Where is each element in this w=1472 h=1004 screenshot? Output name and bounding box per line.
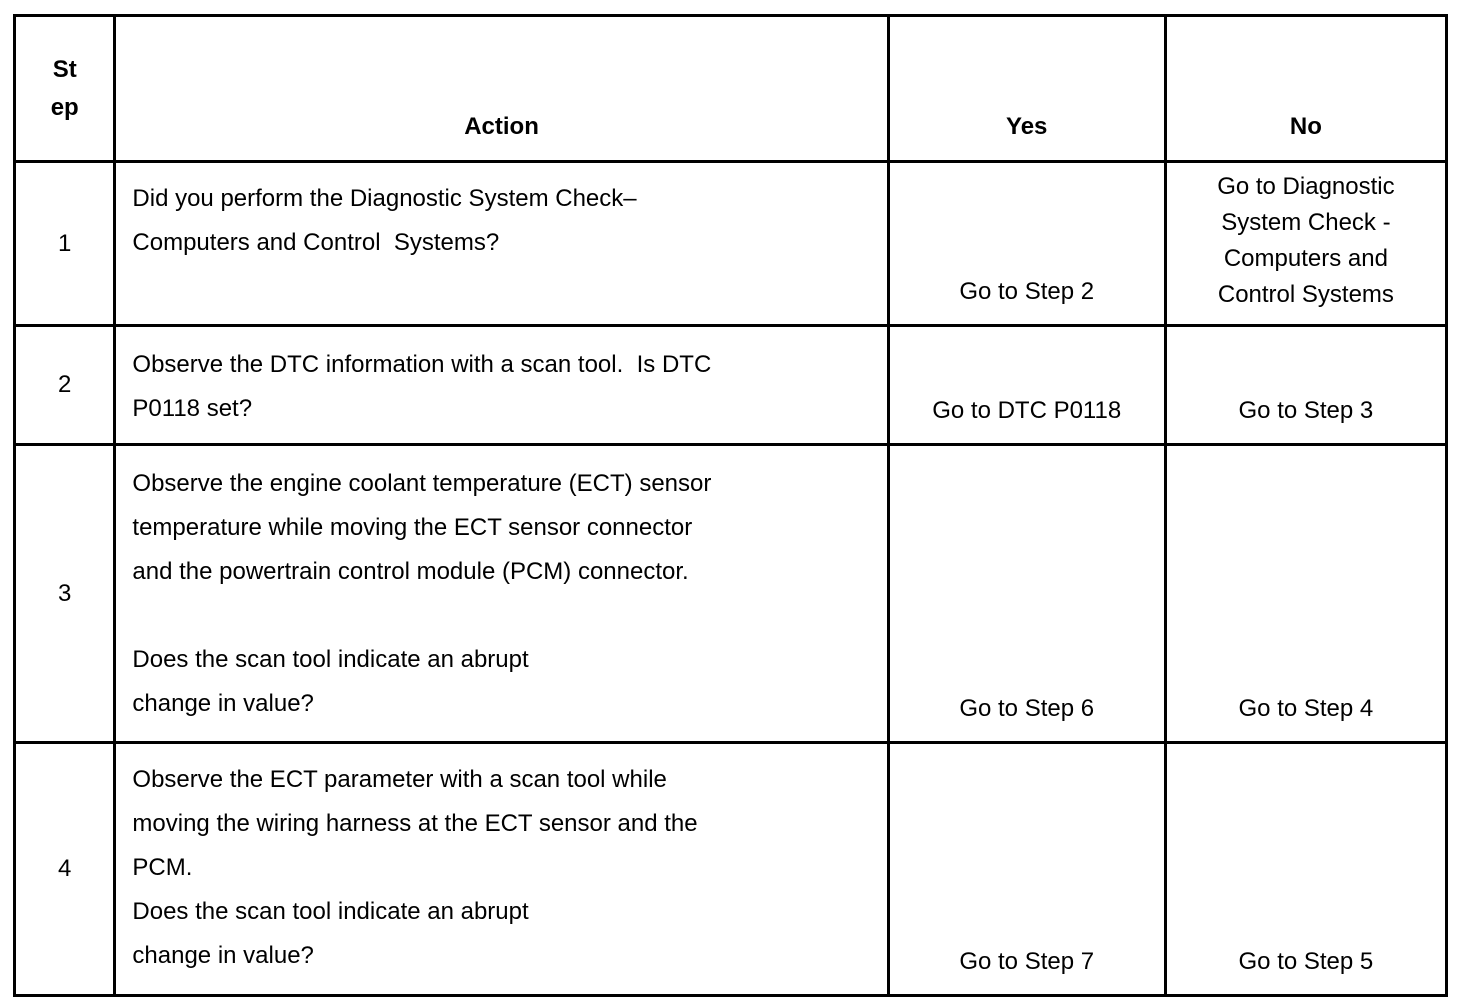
action-line: Observe the ECT parameter with a scan tool while [132, 766, 667, 793]
step-number: 1 [15, 162, 115, 326]
action-line: PCM. [132, 854, 193, 881]
no-line: Go to Diagnostic [1217, 173, 1395, 200]
table-row [15, 445, 1447, 743]
diagnostic-table [13, 14, 1448, 997]
table-row [15, 743, 1447, 996]
action-line: and the powertrain control module (PCM) connector. [132, 558, 689, 585]
no-line: Control Systems [1217, 281, 1394, 308]
step-number: 2 [15, 326, 115, 445]
no-line: Computers and [1223, 245, 1388, 272]
header-action: Action [115, 16, 888, 162]
table-row [15, 326, 1447, 445]
yes-cell: Go to Step 2 [888, 162, 1165, 326]
header-row [15, 16, 1447, 162]
header-step-line2: ep [50, 93, 79, 121]
action-line: Computers and Control Systems? [132, 229, 500, 256]
action-cell [115, 743, 888, 996]
action-cell [115, 162, 888, 326]
action-line: P0118 set? [132, 395, 253, 422]
action-line: Does the scan tool indicate an abrupt [132, 646, 529, 673]
action-line: Observe the DTC information with a scan tool. Is DTC [132, 351, 712, 378]
no-cell: Go to Step 5 [1165, 743, 1446, 996]
action-line: change in value? [132, 690, 314, 717]
header-step-line1: St [52, 55, 77, 83]
action-cell [115, 326, 888, 445]
action-line: Did you perform the Diagnostic System Check– [132, 185, 637, 212]
spacer [132, 594, 876, 638]
yes-cell: Go to Step 7 [888, 743, 1165, 996]
step-number: 3 [15, 445, 115, 743]
yes-cell: Go to DTC P0118 [888, 326, 1165, 445]
header-step [15, 16, 115, 162]
no-cell: Go to Step 4 [1165, 445, 1446, 743]
no-cell [1165, 162, 1446, 326]
action-line: moving the wiring harness at the ECT sensor and the [132, 810, 698, 837]
action-cell [115, 445, 888, 743]
yes-cell: Go to Step 6 [888, 445, 1165, 743]
action-line: Does the scan tool indicate an abrupt [132, 898, 529, 925]
step-number: 4 [15, 743, 115, 996]
action-line: change in value? [132, 942, 314, 969]
header-no: No [1165, 16, 1446, 162]
no-cell: Go to Step 3 [1165, 326, 1446, 445]
table-row [15, 162, 1447, 326]
no-line: System Check - [1221, 209, 1391, 236]
header-yes: Yes [888, 16, 1165, 162]
action-line: temperature while moving the ECT sensor connector [132, 514, 693, 541]
action-line: Observe the engine coolant temperature (ECT) sensor [132, 470, 712, 497]
